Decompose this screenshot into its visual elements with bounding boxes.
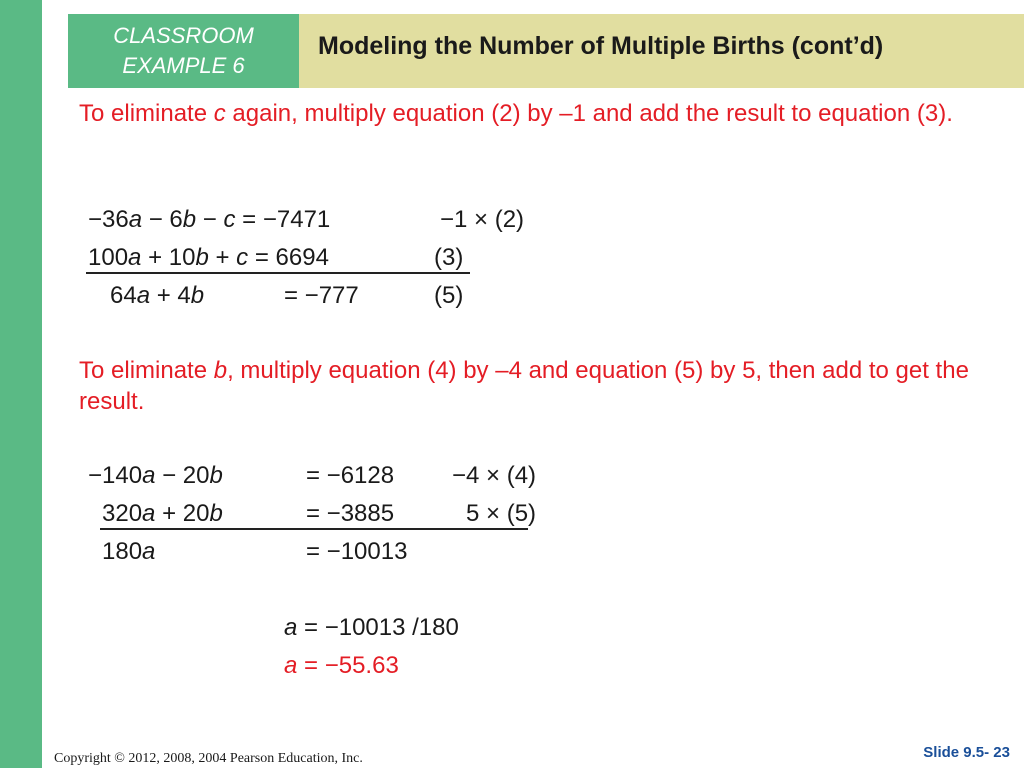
copyright-footer: Copyright © 2012, 2008, 2004 Pearson Education, Inc. xyxy=(54,751,363,766)
para1-variable: c xyxy=(213,100,226,127)
badge-line-2: EXAMPLE 6 xyxy=(122,53,245,78)
term: − 20 xyxy=(155,462,210,489)
block2-row1-rhs: = −6128 xyxy=(306,462,395,489)
block2-row3-rhs: = −10013 xyxy=(306,538,408,565)
term: + 10 xyxy=(141,244,196,271)
var: b xyxy=(182,206,197,233)
para1-text-pre: To eliminate xyxy=(79,100,214,127)
block2-row1-note: −4 × (4) xyxy=(452,462,537,489)
term: 100 xyxy=(88,244,129,271)
classroom-example-badge xyxy=(68,14,299,88)
block1-row3-note: (5) xyxy=(434,282,464,309)
badge-line-1: CLASSROOM xyxy=(113,23,254,48)
var: c xyxy=(236,244,249,271)
var: a xyxy=(128,206,143,233)
instruction-paragraph-1 xyxy=(79,98,999,129)
block1-row3-lhs xyxy=(110,282,204,310)
term: = 6694 xyxy=(248,244,329,271)
block1-row2-lhs xyxy=(88,244,329,272)
var: a xyxy=(128,244,142,271)
term: + xyxy=(208,244,237,271)
term: −36 xyxy=(88,206,129,233)
var: b xyxy=(209,462,223,489)
var: b xyxy=(190,282,205,309)
sum-line-1 xyxy=(86,272,470,274)
term: −140 xyxy=(88,462,143,489)
block1-row1-note: −1 × (2) xyxy=(440,206,525,233)
slide-number: Slide 9.5- 23 xyxy=(923,744,1010,761)
term: = −10013 /180 xyxy=(297,614,459,641)
block2-row3-lhs xyxy=(102,538,155,566)
block2-row2-note: 5 × (5) xyxy=(466,500,537,527)
block2-row1-lhs xyxy=(88,462,223,490)
var: c xyxy=(223,206,236,233)
var: a xyxy=(284,652,298,679)
term: 180 xyxy=(102,538,143,565)
slide-title: Modeling the Number of Multiple Births (cont’d) xyxy=(318,32,884,60)
term: = −7471 xyxy=(235,206,331,233)
para2-text-post: , multiply equation (4) by –4 and equation (5) by 5, then add to get the result. xyxy=(79,357,969,415)
para2-text-pre: To eliminate xyxy=(79,357,214,384)
var: a xyxy=(142,462,156,489)
term: − xyxy=(196,206,224,233)
var: a xyxy=(284,614,298,641)
term: = −55.63 xyxy=(297,652,399,679)
para2-variable: b xyxy=(213,357,228,384)
term: + 20 xyxy=(155,500,210,527)
var: b xyxy=(195,244,209,271)
var: a xyxy=(136,282,151,309)
solution-line-1 xyxy=(284,614,459,642)
term: + 4 xyxy=(150,282,191,309)
block2-row2-lhs xyxy=(102,500,223,528)
solution-line-2 xyxy=(284,652,399,680)
var: a xyxy=(142,538,156,565)
term: 64 xyxy=(110,282,137,309)
para1-text-post: again, multiply equation (2) by –1 and add the result to equation (3). xyxy=(225,100,953,127)
block1-row1-lhs xyxy=(88,206,330,234)
left-accent-bar xyxy=(0,0,42,768)
block1-row3-rhs: = −777 xyxy=(284,282,359,309)
block2-row2-rhs: = −3885 xyxy=(306,500,395,527)
sum-line-2 xyxy=(100,528,528,530)
var: b xyxy=(209,500,223,527)
term: 320 xyxy=(102,500,143,527)
term: − 6 xyxy=(142,206,183,233)
var: a xyxy=(142,500,156,527)
instruction-paragraph-2 xyxy=(79,355,999,417)
block1-row2-note: (3) xyxy=(434,244,464,271)
